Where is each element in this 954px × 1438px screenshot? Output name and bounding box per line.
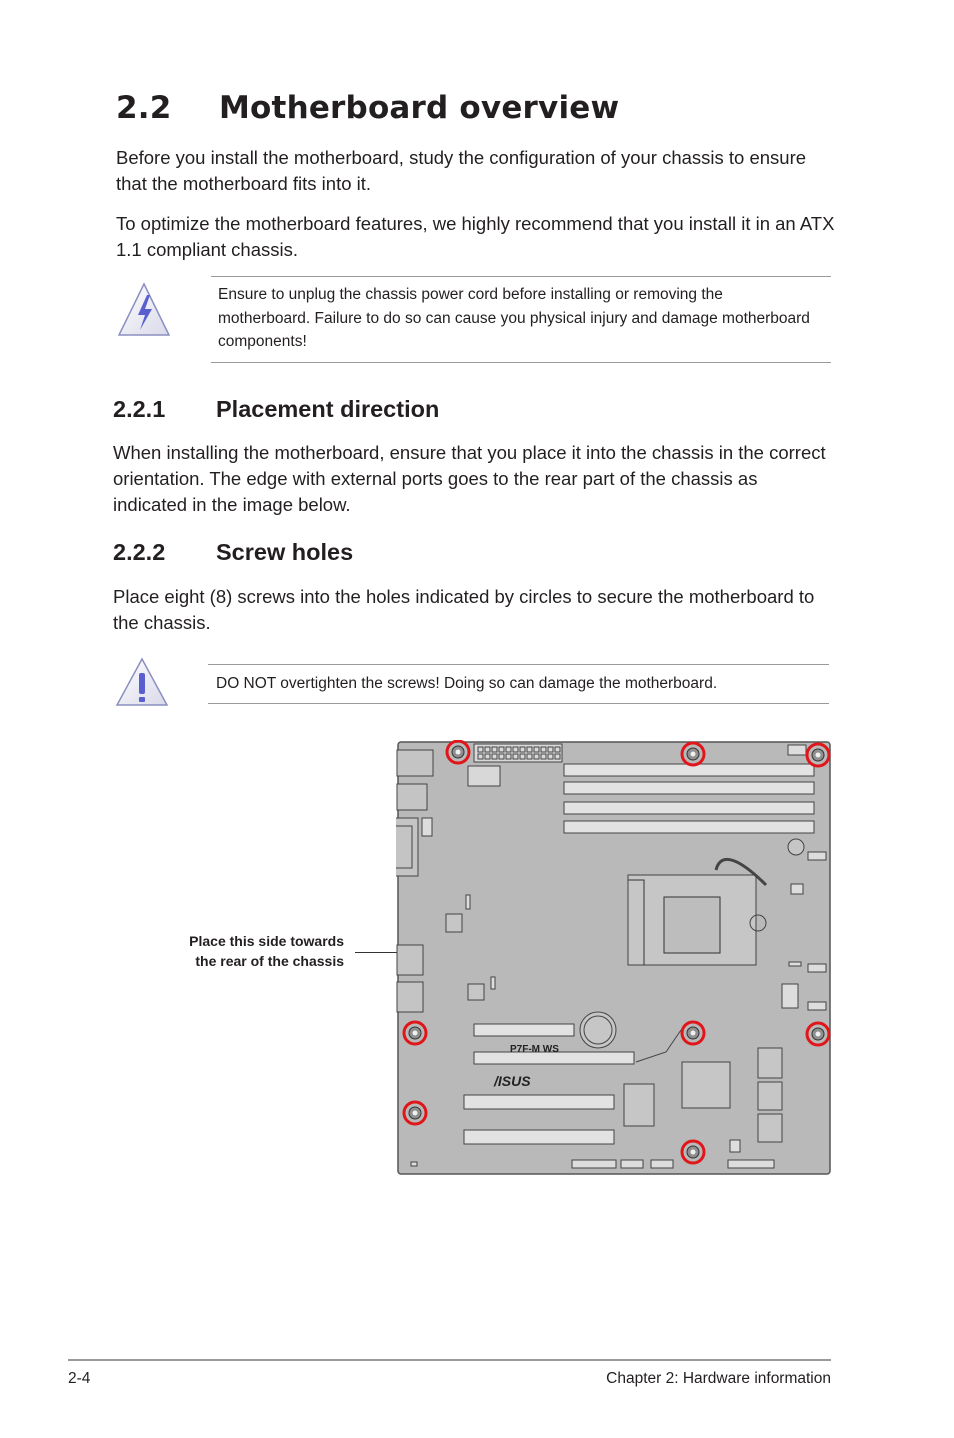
figure-caption-line-1: Place this side towards bbox=[189, 933, 344, 949]
pcie-x1-slot bbox=[474, 1024, 574, 1036]
sata-ports-2 bbox=[758, 1082, 782, 1110]
warning-note-text: Ensure to unplug the chassis power cord before installing or removing the motherboard. Failure to do so can cause you physical injury and damage motherboard components! bbox=[218, 286, 810, 350]
rear-io-lan2 bbox=[397, 982, 423, 1012]
subsection-title: Placement direction bbox=[216, 396, 440, 422]
caution-note-text: DO NOT overtighten the screws! Doing so can damage the motherboard. bbox=[216, 675, 718, 692]
header-left-1 bbox=[466, 895, 470, 909]
chip-left-1 bbox=[446, 914, 462, 932]
eatx12v-connector bbox=[468, 766, 500, 786]
footer-page-number: 2-4 bbox=[68, 1370, 91, 1387]
bottom-header-2 bbox=[621, 1160, 643, 1168]
page-title bbox=[116, 90, 619, 126]
caption-leader-line bbox=[355, 952, 397, 953]
placement-paragraph: When installing the motherboard, ensure that you place it into the chassis in the correct orientation. The edge with external ports goes to the rear part of the chassis as indicated in the image below. bbox=[113, 442, 826, 515]
bottom-header-1 bbox=[572, 1160, 616, 1168]
motherboard-diagram bbox=[396, 740, 832, 1176]
sata-ports-1 bbox=[758, 1048, 782, 1078]
subsection-heading-screw-holes bbox=[113, 539, 353, 566]
cpu-socket-inner bbox=[664, 897, 720, 953]
warning-lightning-icon bbox=[116, 280, 172, 340]
sata-ports-3 bbox=[758, 1114, 782, 1142]
screw-holes-paragraph: Place eight (8) screws into the holes indicated by circles to secure the motherboard to the chassis. bbox=[113, 586, 815, 633]
rear-io-ps2 bbox=[397, 750, 433, 776]
section-title: Motherboard overview bbox=[219, 90, 620, 126]
bottom-header-4 bbox=[728, 1160, 774, 1168]
rear-io-vga bbox=[396, 818, 418, 876]
footer-chapter: Chapter 2: Hardware information bbox=[606, 1370, 831, 1387]
dimm-slot-4 bbox=[564, 821, 814, 833]
caution-exclamation-icon bbox=[114, 656, 170, 708]
chipset-main bbox=[682, 1062, 730, 1108]
rear-io-usb bbox=[397, 784, 427, 810]
subsection-heading-placement bbox=[113, 396, 439, 423]
subsection-title: Screw holes bbox=[216, 539, 354, 565]
jumper-block bbox=[791, 884, 803, 894]
buzzer bbox=[788, 839, 804, 855]
dimm-slot-2 bbox=[564, 782, 814, 794]
fan-header-right2 bbox=[808, 1002, 826, 1010]
intro-paragraph-1: Before you install the motherboard, study the configuration of your chassis to ensure that the motherboard fits into it. bbox=[116, 147, 807, 194]
brand-logo: /ISUS bbox=[494, 1073, 531, 1089]
chip-small bbox=[782, 984, 798, 1008]
cmos-battery bbox=[580, 1012, 616, 1048]
pci-slot-2 bbox=[464, 1130, 614, 1144]
bottom-header-3 bbox=[651, 1160, 673, 1168]
footer-rule bbox=[68, 1359, 831, 1361]
fan-header-right1 bbox=[808, 964, 826, 972]
caution-bottom-rule bbox=[208, 703, 829, 704]
section-number: 2.2 bbox=[116, 90, 172, 126]
subsection-number: 2.2.2 bbox=[113, 539, 166, 565]
rear-io-lan1 bbox=[397, 945, 423, 975]
bottom-jumper bbox=[730, 1140, 740, 1152]
led-header bbox=[789, 962, 801, 966]
figure-caption bbox=[150, 931, 344, 971]
chipset-secondary bbox=[624, 1084, 654, 1126]
figure-caption-line-2: the rear of the chassis bbox=[195, 953, 344, 969]
note-top-rule bbox=[211, 276, 831, 277]
fan-header-top bbox=[788, 745, 806, 755]
board-model-label: P7F-M WS bbox=[510, 1044, 559, 1055]
pci-slot-1 bbox=[464, 1095, 614, 1109]
bottom-led bbox=[411, 1162, 417, 1166]
subsection-number: 2.2.1 bbox=[113, 396, 166, 422]
note-bottom-rule bbox=[211, 362, 831, 363]
intro-paragraph-2: To optimize the motherboard features, we highly recommend that you install it in an ATX 1.1 compliant chassis. bbox=[116, 213, 835, 260]
header-left-2 bbox=[491, 977, 495, 989]
dimm-slot-3 bbox=[564, 802, 814, 814]
chip-left-2 bbox=[468, 984, 484, 1000]
fan-header-cpu bbox=[808, 852, 826, 860]
rear-header bbox=[422, 818, 432, 836]
caution-top-rule bbox=[208, 664, 829, 665]
